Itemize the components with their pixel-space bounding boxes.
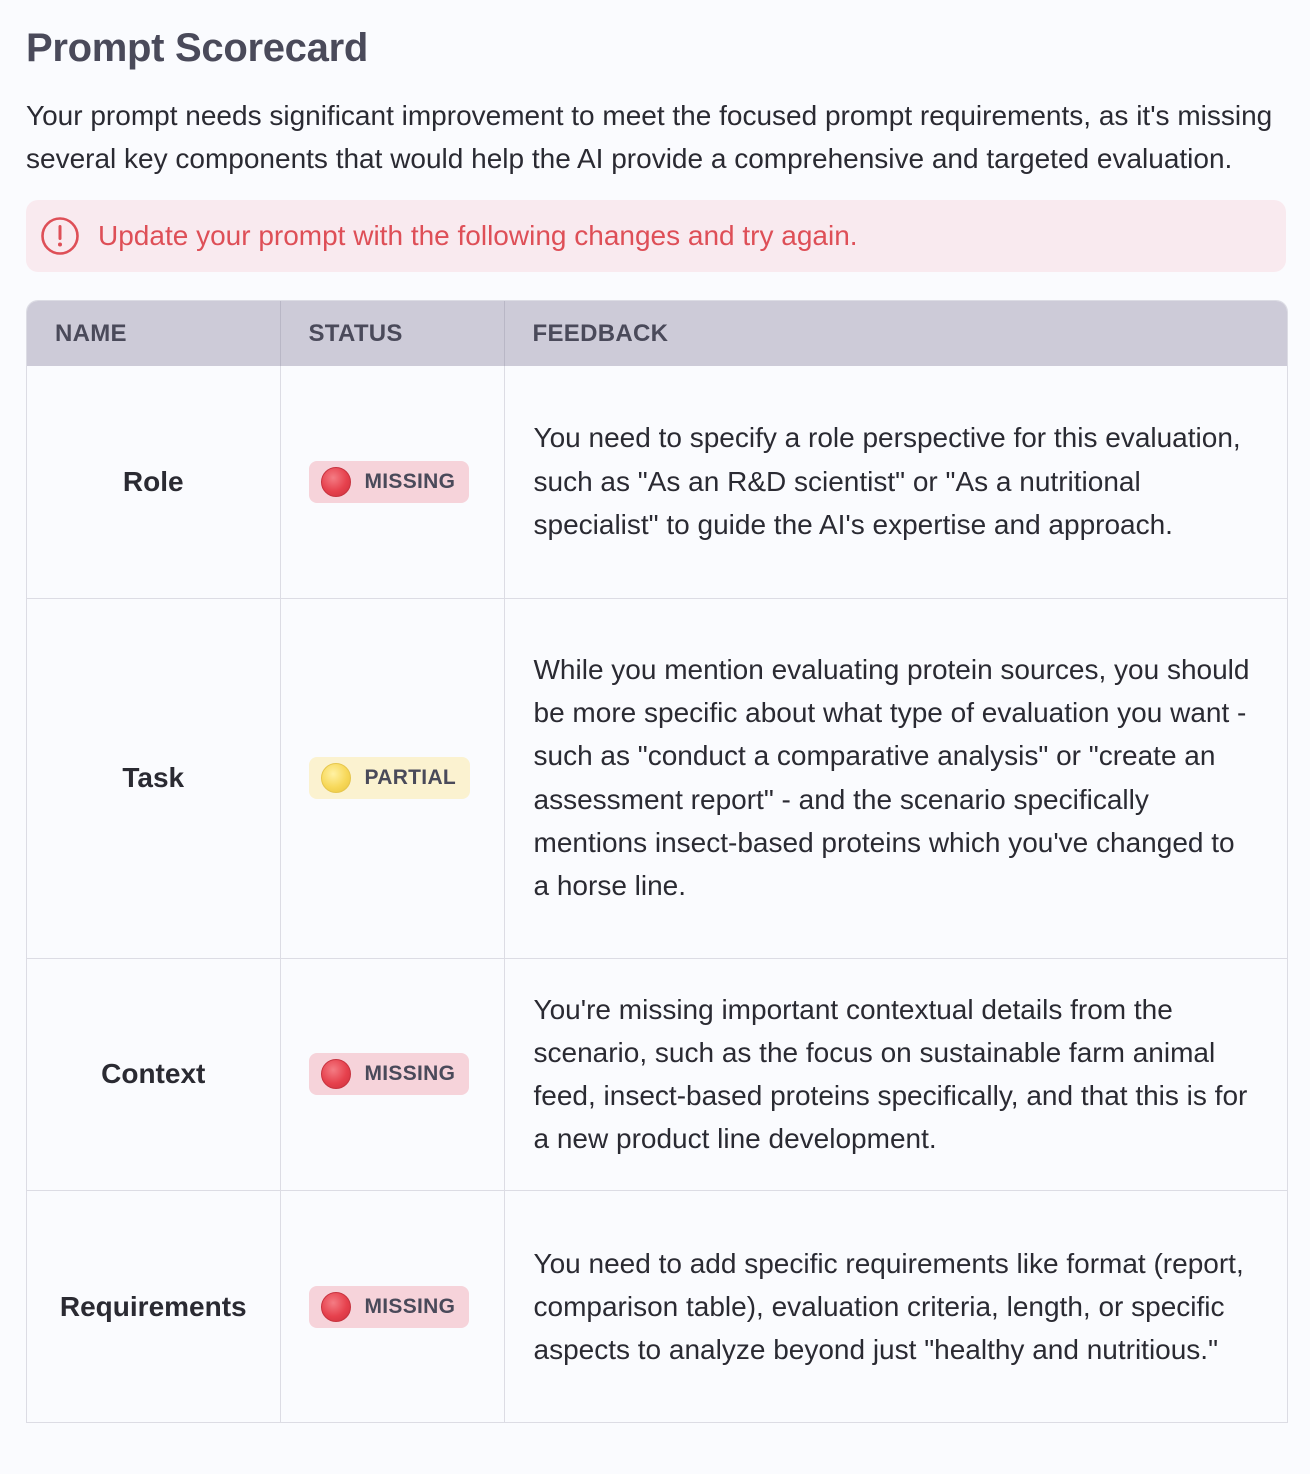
exclamation-circle-icon xyxy=(40,216,80,256)
status-label: MISSING xyxy=(364,1294,456,1318)
row-name: Requirements xyxy=(27,1191,280,1423)
row-name: Task xyxy=(27,598,280,958)
row-feedback: While you mention evaluating protein sources, you should be more specific about what type of evaluation you want - such as "conduct a comparative analysis" or "create an assessment report" - and the scenario specifically mentions insect-based proteins which you've changed to a horse line. xyxy=(504,598,1287,958)
row-status xyxy=(280,366,504,598)
red-circle-icon xyxy=(321,1059,351,1089)
status-badge xyxy=(309,1286,470,1328)
table-row xyxy=(27,1191,1287,1423)
red-circle-icon xyxy=(321,1292,351,1322)
summary-text: Your prompt needs significant improvement to meet the focused prompt requirements, as it's missing several key components that would help the AI provide a comprehensive and targeted evaluation. xyxy=(26,100,1273,174)
status-label: MISSING xyxy=(364,469,456,493)
status-badge xyxy=(309,757,471,799)
status-badge xyxy=(309,461,470,503)
column-header-name: NAME xyxy=(27,301,280,366)
row-feedback: You need to specify a role perspective for this evaluation, such as "As an R&D scientist" or "As a nutritional specialist" to guide the AI's expertise and approach. xyxy=(504,366,1287,598)
table-row xyxy=(27,366,1287,598)
scorecard-table xyxy=(26,300,1288,1423)
row-feedback: You're missing important contextual details from the scenario, such as the focus on sustainable farm animal feed, insect-based proteins specifically, and that this is for a new product line development. xyxy=(504,958,1287,1191)
column-header-status: STATUS xyxy=(280,301,504,366)
row-status xyxy=(280,1191,504,1423)
row-feedback: You need to add specific requirements like format (report, comparison table), evaluation criteria, length, or specific aspects to analyze beyond just "healthy and nutritious." xyxy=(504,1191,1287,1423)
red-circle-icon xyxy=(321,467,351,497)
status-label: PARTIAL xyxy=(364,766,457,789)
status-label: MISSING xyxy=(364,1062,456,1086)
table-row xyxy=(27,598,1287,958)
table-header-row xyxy=(27,301,1287,366)
yellow-circle-icon xyxy=(321,763,351,793)
row-name: Context xyxy=(27,958,280,1191)
page-title: Prompt Scorecard xyxy=(26,26,368,70)
alert-banner xyxy=(26,200,1286,272)
table-row xyxy=(27,958,1287,1191)
row-name: Role xyxy=(27,366,280,598)
row-status xyxy=(280,598,504,958)
status-badge xyxy=(309,1053,470,1095)
row-status xyxy=(280,958,504,1191)
column-header-feedback: FEEDBACK xyxy=(504,301,1287,366)
alert-text: Update your prompt with the following changes and try again. xyxy=(98,220,858,251)
